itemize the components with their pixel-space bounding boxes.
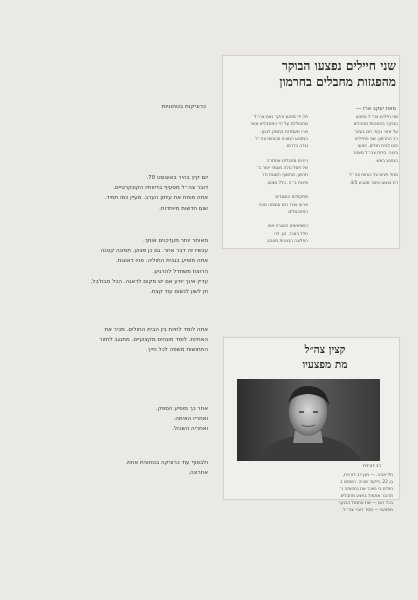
text-line: יום קיץ בהיר באוגוסט 70. bbox=[146, 175, 208, 181]
text-line: השפאשים השגרה אש bbox=[268, 224, 308, 230]
text-line bbox=[226, 216, 308, 223]
photo-caption: רב דורנית bbox=[362, 464, 381, 469]
text-line: שני חיילים צה״ל נפצעו bbox=[355, 115, 398, 120]
text-line: מאוחר יותר מעדכנים אותך. bbox=[142, 238, 208, 244]
text-line: בן 22, פיקוד שהיה. השמש ב bbox=[340, 480, 393, 485]
paragraph-2 bbox=[50, 236, 208, 297]
text-line: חלל בצבר. נון. לני bbox=[274, 231, 308, 237]
text-line: דובר צה״ל מסעיף בדיווחיו הקונקרטיים. bbox=[113, 185, 208, 192]
text-line: אחר כך מופיע הספק. bbox=[156, 406, 208, 412]
text-line bbox=[312, 165, 398, 172]
text-line: בינוני. ביתת צה״ל מאזור bbox=[352, 151, 398, 157]
text-line: ויורו מעמדות במשק לבנון. bbox=[260, 129, 308, 135]
text-line: פונו לבית חולים. פצעו bbox=[357, 144, 398, 150]
text-line: בכל רום — שת אתמול הבוקר bbox=[338, 501, 393, 506]
text-line bbox=[226, 187, 308, 194]
text-line bbox=[226, 150, 308, 157]
section-title: כרוניקות בטחוניות bbox=[161, 104, 206, 110]
text-line: הרוצח משתדל להרגיע. bbox=[152, 268, 208, 275]
text-line: מדובר אתמול בפצע מחבלים bbox=[340, 494, 393, 499]
text-line: אתה פותח את עיתון הערב. מעיין כמו תמיד. bbox=[104, 195, 208, 202]
clipping-column-right bbox=[312, 114, 398, 187]
paragraph-5 bbox=[50, 458, 208, 478]
text-line: הפלוגה הכוננית מטבע bbox=[267, 239, 308, 244]
text-line: הבוקר בהפגזות מחבלים bbox=[353, 122, 398, 128]
text-line: נגדה בדרום. bbox=[285, 144, 308, 150]
text-line: רת בוצעו עימר מטבע 4/5 bbox=[350, 180, 398, 186]
text-line: של חסל נולה מעמד יומר ב־ bbox=[257, 166, 308, 172]
text-line: הירות מחבלים אמתרה bbox=[266, 158, 308, 164]
text-line: שום חדשות מיוחדות. bbox=[159, 205, 208, 212]
text-line: מתל פצים על כוחות צה״ל bbox=[349, 173, 398, 179]
portrait-photo bbox=[237, 379, 380, 461]
text-line: אחרונה. bbox=[188, 470, 208, 477]
text-line: מל ידי מפגע והקר נאמ צה״ל bbox=[253, 115, 308, 120]
text-line: על אזור נקוד רום בעיט־ bbox=[354, 129, 398, 135]
text-line: מתחוללת על ידי המחבלים אשר bbox=[250, 122, 308, 128]
text-line: ואחריו האימה. bbox=[173, 416, 208, 423]
text-line: הנפגע באש. bbox=[375, 158, 398, 164]
headline-line: שני חיילים נפצעו הבוקר bbox=[281, 59, 396, 73]
paragraph-1 bbox=[50, 173, 208, 214]
text-line: תל־אביב. — מגן דב דורנית, bbox=[342, 473, 393, 478]
text-line: רב החרמון. שני החיילים bbox=[354, 136, 398, 142]
headline-line: מת מפצעיו bbox=[302, 359, 348, 371]
text-line: ולבסוף עוד כרוניקה בטחונית אחת. bbox=[125, 460, 208, 466]
text-line: מתקולות השונדים bbox=[275, 195, 308, 201]
text-line: תן לשון לנשום עוד קצת. bbox=[150, 289, 208, 296]
text-line: אתה לומד לחיות בין הבית החולים. מכיר את bbox=[104, 327, 208, 333]
text-line: חולים בי נשכר את נתחותה נ״ bbox=[338, 487, 393, 492]
text-line: מפצעיו — מסר דובר צה״ל. bbox=[341, 508, 393, 513]
headline-line: מהפגזות מחבלים בחרמון bbox=[279, 75, 396, 89]
paragraph-4 bbox=[50, 404, 208, 435]
clipping-column-left bbox=[226, 114, 308, 244]
byline: מאת יעקב ארז — bbox=[356, 106, 396, 112]
text-line: המפגע המוכח מכוחות צה״ל bbox=[255, 136, 308, 142]
text-line: סיכות ב״ה. כלל מצעו. bbox=[266, 180, 308, 186]
text-line: עדיין אינך יודע אם יש מקום לדאגה. הכל מבולבל. bbox=[90, 278, 208, 285]
text-line: ואחריה השכול. bbox=[172, 426, 208, 433]
clipping-body bbox=[227, 472, 393, 514]
clipping-headline bbox=[228, 58, 396, 90]
text-line: האחיות. לומד מונחים מקצועיים. מתנגב לחזור bbox=[99, 337, 208, 344]
text-line: התחושות משפה לכל חייך. bbox=[145, 347, 208, 354]
text-line: חרמון. מחשוף השגות ודר bbox=[261, 173, 308, 179]
text-line: עכשיו זה דבר אחר. גם כן פצוע. תמונה קטנה bbox=[100, 248, 208, 255]
text-line: אתה מופיע בגבית החוליה. פניו דאוגות. bbox=[115, 258, 208, 265]
text-line: הפחבצלים bbox=[288, 209, 308, 215]
portrait-image bbox=[237, 379, 380, 461]
headline-line: קצין צה״ל bbox=[304, 344, 346, 356]
text-line: ארעו נצרו רום עוצמה מכפ bbox=[259, 202, 308, 208]
clipping-headline bbox=[265, 343, 385, 373]
paragraph-3 bbox=[50, 325, 208, 356]
